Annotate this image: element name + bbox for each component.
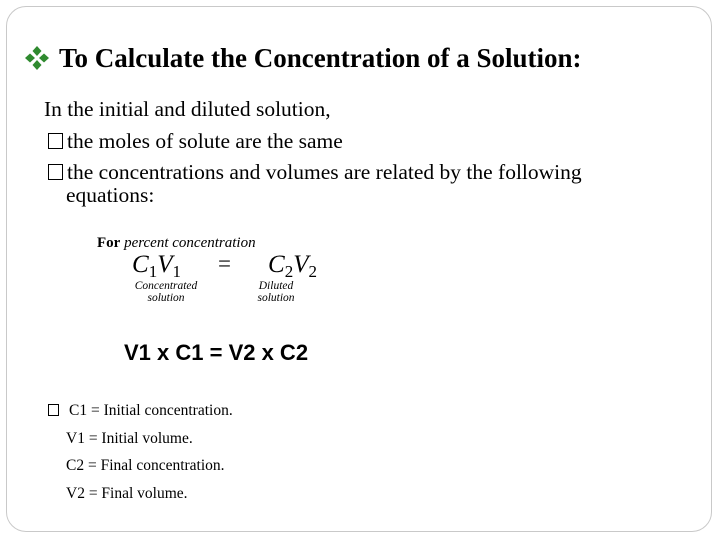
square-bullet-icon bbox=[48, 164, 63, 180]
for-label: For bbox=[97, 235, 121, 251]
definition-item: V2 = Final volume. bbox=[66, 485, 188, 502]
bullet-text: the concentrations and volumes are related by the following bbox=[67, 160, 582, 184]
c1v1-term: $C_1V_1$ bbox=[132, 251, 181, 281]
slide-frame bbox=[6, 6, 712, 532]
caption-line: solution bbox=[257, 292, 295, 304]
slide-title bbox=[24, 38, 582, 78]
bullet-text: the moles of solute are the same bbox=[67, 129, 343, 153]
definition-text: C1 = Initial concentration. bbox=[69, 402, 233, 419]
definition-item: V1 = Initial volume. bbox=[66, 430, 193, 447]
slide-title-text: To Calculate the Concentration of a Solution: bbox=[59, 42, 582, 73]
equation-right bbox=[268, 251, 317, 282]
diamond-bullet-icon bbox=[24, 45, 50, 71]
c2v2-term: $C_2V_2$ bbox=[268, 251, 317, 281]
intro-text: In the initial and diluted solution, bbox=[44, 97, 331, 121]
percent-concentration-label bbox=[97, 235, 256, 252]
bullet-item bbox=[48, 160, 582, 185]
square-bullet-icon bbox=[48, 404, 59, 416]
diluted-caption bbox=[250, 280, 302, 304]
equals-sign: = bbox=[218, 251, 231, 276]
definition-item bbox=[48, 402, 233, 420]
concentrated-caption bbox=[130, 280, 202, 304]
dilution-formula: V1 x C1 = V2 x C2 bbox=[124, 340, 309, 365]
caption-line: Diluted bbox=[258, 280, 294, 292]
caption-line: Concentrated bbox=[134, 280, 198, 292]
bullet-item bbox=[48, 129, 343, 154]
percent-label: percent concentration bbox=[124, 235, 256, 251]
square-bullet-icon bbox=[48, 133, 63, 149]
equation-left bbox=[132, 251, 181, 282]
bullet-continuation: equations: bbox=[66, 183, 155, 207]
definition-item: C2 = Final concentration. bbox=[66, 457, 225, 474]
caption-line: solution bbox=[147, 292, 185, 304]
